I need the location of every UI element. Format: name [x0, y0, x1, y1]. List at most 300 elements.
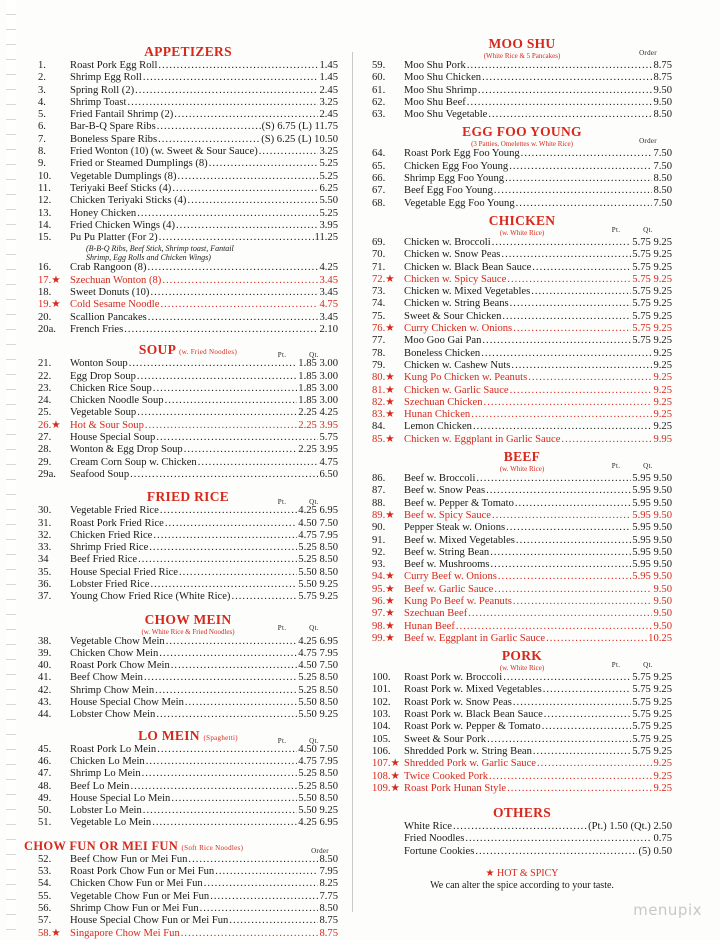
item-name: Szechuan Wonton (8): [70, 274, 162, 286]
menu-item-row: [38, 457, 338, 469]
dot-leader: [481, 348, 652, 360]
menu-item-row: [38, 109, 338, 121]
dot-leader: [546, 633, 647, 645]
dot-leader: [537, 758, 652, 770]
item-number: 47.: [38, 768, 52, 780]
dot-leader: [502, 311, 631, 323]
dot-leader: [531, 286, 631, 298]
dot-leader: [482, 72, 652, 84]
item-number: 5.: [38, 109, 46, 121]
item-number: 91.: [372, 534, 386, 546]
item-name: Chicken w. Snow Peas: [404, 249, 501, 261]
item-name: Beef w. Eggplant in Garlic Sauce: [404, 632, 546, 644]
menu-item-row: [38, 768, 338, 780]
chow-fun-title-text: CHOW FUN OR MEI FUN: [24, 838, 179, 853]
item-price: 5.75 9.25: [632, 236, 672, 248]
dot-leader: [453, 821, 587, 833]
dot-leader: [467, 60, 653, 72]
menu-item-row: [372, 746, 672, 758]
item-price: 3.25: [319, 146, 338, 158]
item-price: 7.50: [653, 148, 672, 160]
menu-item-row: [38, 134, 338, 146]
dot-leader: [187, 195, 318, 207]
qt-header: Qt.: [643, 462, 653, 471]
item-number: 100.: [372, 672, 391, 684]
item-name: Beef Chow Fun or Mei Fun: [70, 853, 188, 865]
item-name: Shrimp Egg Roll: [70, 72, 142, 84]
menu-item-row: [38, 432, 338, 444]
beef-list: [372, 473, 672, 645]
dot-leader: [488, 109, 652, 121]
dot-leader: [171, 793, 297, 805]
chicken-title-text: CHICKEN: [488, 212, 556, 228]
item-price: 5.95 9.50: [632, 497, 672, 509]
item-name: Curry Chicken w. Onions: [404, 323, 513, 335]
item-name: Szechuan Beef: [404, 608, 468, 620]
item-name: Twice Cooked Pork: [404, 770, 488, 782]
pork-subtitle: (w. White Rice): [499, 664, 545, 673]
menu-item-row: [38, 685, 338, 697]
dot-leader: [138, 554, 297, 566]
item-number: 95.★: [372, 583, 395, 595]
item-price: 5.25 8.50: [298, 554, 338, 566]
item-number: 8.: [38, 146, 46, 158]
item-price: 4.75 7.95: [298, 755, 338, 767]
others-section: [372, 805, 672, 891]
qt-header: Qt.: [309, 736, 319, 745]
item-name: Boneless Spare Ribs: [70, 133, 158, 145]
item-name: Vegetable Chow Fun or Mei Fun: [70, 890, 210, 902]
soup-title: [38, 342, 338, 358]
menu-item-row: [38, 220, 338, 232]
item-name: Chicken Chow Mein: [70, 647, 159, 659]
menu-item-row: [372, 397, 672, 409]
item-price: 9.25: [653, 421, 672, 433]
menu-item-row: [372, 335, 672, 347]
platter-note-2: Shrimp, Egg Rolls and Chicken Wings): [86, 253, 211, 263]
menu-item-row: [372, 734, 672, 746]
item-price: 5.75 9.25: [632, 286, 672, 298]
fried-rice-title-text: FRIED RICE: [146, 489, 230, 505]
item-number: 94.★: [372, 571, 395, 583]
item-name: Kung Po Chicken w. Peanuts: [404, 372, 528, 384]
item-number: 97.★: [372, 608, 395, 620]
others-title: OTHERS: [492, 805, 552, 821]
dot-leader: [484, 397, 653, 409]
item-price: 4.75: [319, 299, 338, 311]
dot-leader: [215, 866, 318, 878]
item-price: 3.45: [319, 274, 338, 286]
dot-leader: [162, 275, 318, 287]
item-name: Chicken w. String Beans: [404, 298, 509, 310]
item-price: 9.25: [653, 384, 672, 396]
item-number: 12.: [38, 195, 52, 207]
item-price: 4.25: [319, 262, 338, 274]
menu-item-row: [372, 249, 672, 261]
item-name: Sweet & Sour Pork: [404, 733, 487, 745]
item-price: 2.25 3.95: [298, 419, 338, 431]
item-number: 104.: [372, 721, 391, 733]
item-number: 55.: [38, 890, 52, 902]
dot-leader: [150, 287, 318, 299]
item-price: 8.50: [319, 853, 338, 865]
item-number: 83.★: [372, 409, 395, 421]
menu-item-row: [372, 237, 672, 249]
item-name: Chicken Noodle Soup: [70, 395, 164, 407]
appetizers-section: [38, 44, 338, 336]
item-price: 9.50: [653, 620, 672, 632]
menu-item-row: [372, 323, 672, 335]
item-number: 18.: [38, 287, 52, 299]
dot-leader: [137, 407, 297, 419]
item-number: 107.★: [372, 758, 401, 770]
dot-leader: [475, 846, 637, 858]
item-name: Egg Drop Soup: [70, 370, 136, 382]
item-number: 64.: [372, 148, 386, 160]
item-number: 93.: [372, 559, 386, 571]
dot-leader: [171, 660, 298, 672]
menu-item-row: [372, 409, 672, 421]
item-number: 43.: [38, 697, 52, 709]
item-price: 5.75 9.25: [632, 672, 672, 684]
menu-item-row: [372, 109, 672, 121]
item-number: 24.: [38, 395, 52, 407]
dot-leader: [127, 97, 318, 109]
dot-leader: [166, 636, 298, 648]
menu-item-row: [372, 274, 672, 286]
lo-mein-title: [38, 728, 338, 744]
menu-item-row: [38, 709, 338, 721]
item-name: Pepper Steak w. Onions: [404, 522, 506, 534]
item-price: 5.95 9.50: [632, 473, 672, 485]
dot-leader: [149, 542, 297, 554]
item-number: 84.: [372, 421, 386, 433]
menu-item-row: [372, 148, 672, 160]
item-number: 81.★: [372, 384, 395, 396]
lo-mein-size-header: [266, 733, 330, 749]
item-name: House Special Lo Mein: [70, 792, 171, 804]
pork-list: [372, 672, 672, 795]
item-number: 57.: [38, 915, 52, 927]
item-number: 16.: [38, 262, 52, 274]
item-name: White Rice: [404, 821, 452, 833]
dot-leader: [179, 567, 297, 579]
item-name: Beef w. Snow Peas: [404, 485, 486, 497]
beef-section: [372, 449, 672, 645]
item-price: 5.75 9.25: [632, 745, 672, 757]
item-name: Vegetable Lo Mein: [70, 817, 152, 829]
menu-item-row: [38, 781, 338, 793]
soup-size-header: [266, 347, 330, 363]
dot-leader: [148, 312, 319, 324]
item-price: 5.25: [319, 170, 338, 182]
binding-edge: [6, 0, 16, 931]
item-name: Roast Pork Egg Roll: [70, 60, 158, 71]
beef-subtitle: (w. White Rice): [499, 465, 545, 474]
menu-item-row: [38, 97, 338, 109]
item-price: 5.25 8.50: [298, 684, 338, 696]
item-name: Roast Pork Fried Rice: [70, 517, 164, 529]
menu-item-row: [372, 596, 672, 608]
item-name: Beef w. Mushrooms: [404, 559, 490, 571]
dot-leader: [487, 734, 631, 746]
item-number: 32.: [38, 529, 52, 541]
menu-item-row: [38, 928, 338, 940]
menu-item-row: [372, 348, 672, 360]
item-number: 80.★: [372, 372, 395, 384]
item-price: 2.25 3.95: [298, 444, 338, 456]
moo-shu-list: [372, 60, 672, 121]
dot-leader: [510, 385, 653, 397]
menu-item-row: [372, 584, 672, 596]
menu-item-row: [372, 709, 672, 721]
item-price: 10.25: [648, 632, 672, 644]
menu-item-row: [372, 60, 672, 72]
item-name: Curry Beef w. Onions: [404, 571, 497, 583]
dot-leader: [473, 421, 652, 433]
menu-item-row: [38, 195, 338, 207]
item-number: 14.: [38, 219, 52, 231]
item-price: 8.50: [319, 902, 338, 914]
menu-item-row: [38, 891, 338, 903]
egg-foo-young-subtitle: (3 Patties, Omelettes w. White Rice): [471, 140, 573, 149]
item-price: 6.25: [319, 182, 338, 194]
left-column: [24, 44, 338, 940]
menu-item-row: [372, 571, 672, 583]
item-number: 50.: [38, 805, 52, 817]
dot-leader: [511, 360, 652, 372]
menu-item-row: [372, 421, 672, 433]
item-name: Crab Rangoon (8): [70, 262, 147, 274]
item-price: 5.75 9.25: [632, 310, 672, 322]
moo-shu-section: [372, 36, 672, 121]
dot-leader: [494, 584, 652, 596]
dot-leader: [494, 185, 653, 197]
dot-leader: [544, 709, 631, 721]
item-name: Beef Chow Mein: [70, 672, 143, 684]
dot-leader: [204, 878, 319, 890]
dot-leader: [153, 530, 297, 542]
dot-leader: [209, 158, 319, 170]
item-name: House Special Fried Rice: [70, 566, 178, 578]
chow-fun-order-header: [304, 843, 336, 859]
item-price: 1.85 3.00: [298, 382, 338, 394]
item-price: 7.75: [319, 890, 338, 902]
item-name: Szechuan Chicken: [404, 396, 483, 408]
dot-leader: [478, 85, 652, 97]
menu-item-row: [404, 821, 672, 833]
egg-foo-young-list: [372, 148, 672, 209]
item-number: 9.: [38, 158, 46, 170]
menu-item-row: [372, 684, 672, 696]
item-number: 87.: [372, 485, 386, 497]
item-number: 20a.: [38, 323, 56, 335]
item-name: Chicken Teriyaki Sticks (4): [70, 195, 187, 207]
menu-item-row: [38, 395, 338, 407]
item-number: 59.: [372, 60, 386, 71]
item-number: 85.★: [372, 433, 395, 445]
item-name: Roast Pork Lo Mein: [70, 743, 157, 755]
dot-leader: [155, 685, 297, 697]
item-number: 66.: [372, 173, 386, 185]
appetizers-list-2: [38, 262, 338, 336]
menu-item-row: [38, 866, 338, 878]
item-number: 108.★: [372, 770, 401, 782]
soup-subtitle: (w. Fried Noodles): [179, 348, 238, 357]
egg-foo-young-order-header: [632, 133, 664, 149]
item-name: Scallion Pancakes: [70, 311, 147, 323]
dot-leader: [506, 522, 631, 534]
item-number: 26.★: [38, 419, 61, 431]
item-price: 11.25: [314, 232, 338, 244]
item-number: 58.★: [38, 927, 61, 939]
item-price: 7.50: [653, 160, 672, 172]
dot-leader: [130, 781, 297, 793]
menu-item-row: [372, 473, 672, 485]
beef-size-header: [600, 458, 664, 474]
moo-shu-order-header: [632, 45, 664, 61]
fried-rice-title: [38, 489, 338, 505]
item-number: 79.: [372, 359, 386, 371]
dot-leader: [160, 299, 318, 311]
menu-item-row: [38, 636, 338, 648]
item-price: 4.50 7.50: [298, 517, 338, 529]
item-price: 5.95 9.50: [632, 571, 672, 583]
item-number: 106.: [372, 745, 391, 757]
item-number: 2.: [38, 72, 46, 84]
item-price: 8.25: [319, 878, 338, 890]
item-price: 8.75: [653, 72, 672, 84]
item-price: 4.75 7.95: [298, 529, 338, 541]
item-name: Hunan Beef: [404, 620, 455, 632]
item-name: Chicken w. Broccoli: [404, 236, 491, 248]
item-price: 8.50: [653, 185, 672, 197]
beef-title-text: BEEF: [503, 449, 541, 465]
qt-header: Qt.: [309, 351, 319, 360]
item-price: 8.75: [319, 915, 338, 927]
item-name: Shrimp Lo Mein: [70, 768, 141, 780]
item-price: 4.25 6.95: [298, 817, 338, 829]
item-name: Vegetable Egg Foo Young: [404, 197, 515, 209]
item-name: Roast Pork w. Broccoli: [404, 672, 503, 684]
item-name: Shrimp Egg Foo Young: [404, 173, 505, 185]
item-price: 2.45: [319, 109, 338, 121]
item-price: 3.45: [319, 287, 338, 299]
item-number: 20.: [38, 311, 52, 323]
menu-item-row: [38, 371, 338, 383]
item-price: 8.75: [319, 927, 338, 939]
dot-leader: [471, 409, 652, 421]
chicken-subtitle: (w. White Rice): [499, 228, 545, 237]
item-name: Moo Shu Pork: [404, 60, 466, 71]
menu-item-row: [372, 758, 672, 770]
item-number: 89.★: [372, 509, 395, 521]
item-name: Vegetable Chow Mein: [70, 635, 165, 647]
menu-item-row: [38, 672, 338, 684]
menu-item-row: [38, 648, 338, 660]
dot-leader: [486, 485, 631, 497]
dot-leader: [465, 833, 652, 845]
menu-item-row: [372, 608, 672, 620]
soup-list: [38, 358, 338, 481]
hot-spicy-legend: ★ HOT & SPICY: [485, 868, 559, 880]
dot-leader: [492, 237, 632, 249]
item-price: 5.75 9.25: [632, 335, 672, 347]
menu-item-row: [38, 158, 338, 170]
item-price: 1.85 3.00: [298, 358, 338, 370]
item-name: Beef w. Mixed Vegetables: [404, 534, 515, 546]
item-number: 82.★: [372, 396, 395, 408]
item-price: 6.50: [319, 468, 338, 480]
dot-leader: [482, 335, 631, 347]
dot-leader: [513, 323, 631, 335]
dot-leader: [505, 173, 652, 185]
item-number: 90.: [372, 522, 386, 534]
egg-foo-young-title-text: EGG FOO YOUNG: [462, 124, 582, 140]
dot-leader: [176, 220, 318, 232]
item-number: 40.: [38, 660, 52, 672]
item-price: 9.50: [653, 608, 672, 620]
menu-item-row: [38, 469, 338, 481]
column-divider: [352, 52, 353, 912]
menu-item-row: [372, 262, 672, 274]
item-number: 76.★: [372, 323, 395, 335]
item-name: Hot & Sour Soup: [70, 419, 144, 431]
dot-leader: [490, 547, 631, 559]
menu-item-row: [372, 633, 672, 645]
dot-leader: [156, 432, 318, 444]
item-price: 1.45: [319, 72, 338, 84]
item-price: 4.50 7.50: [298, 660, 338, 672]
menu-item-row: [372, 721, 672, 733]
item-price: 8.50: [653, 109, 672, 121]
dot-leader: [498, 571, 631, 583]
menu-item-row: [38, 262, 338, 274]
item-name: Roast Pork w. Snow Peas: [404, 696, 512, 708]
dot-leader: [509, 161, 652, 173]
item-name: Fried Wonton (10) (w. Sweet & Sour Sauce): [70, 146, 258, 158]
menu-item-row: [38, 146, 338, 158]
item-number: 42.: [38, 684, 52, 696]
item-price: 5.75 9.25: [632, 696, 672, 708]
item-number: 69.: [372, 236, 386, 248]
dot-leader: [259, 146, 319, 158]
item-price: 5.25 8.50: [298, 542, 338, 554]
item-name: Wonton & Egg Drop Soup: [70, 444, 183, 456]
item-price: 9.95: [653, 433, 672, 445]
moo-shu-title-text: MOO SHU: [488, 36, 556, 51]
appetizers-title: APPETIZERS: [144, 44, 232, 59]
menu-item-row: [372, 185, 672, 197]
dot-leader: [542, 721, 632, 733]
menu-item-row: [372, 198, 672, 210]
item-price: 5.50: [319, 195, 338, 207]
item-name: Young Chow Fried Rice (White Rice): [70, 591, 231, 603]
item-name: Vegetable Fried Rice: [70, 505, 159, 517]
item-number: 86.: [372, 473, 386, 485]
item-number: 65.: [372, 160, 386, 172]
dot-leader: [210, 891, 318, 903]
item-name: Shrimp Chow Mein: [70, 684, 155, 696]
item-price: 9.50: [653, 96, 672, 108]
pork-title-text: PORK: [501, 648, 543, 664]
item-price: 5.95 9.50: [632, 546, 672, 558]
item-name: Beef w. Spicy Sauce: [404, 509, 491, 521]
dot-leader: [165, 395, 298, 407]
dot-leader: [528, 372, 652, 384]
item-number: 37.: [38, 591, 52, 603]
item-name: Roast Pork Egg Foo Young: [404, 148, 520, 160]
